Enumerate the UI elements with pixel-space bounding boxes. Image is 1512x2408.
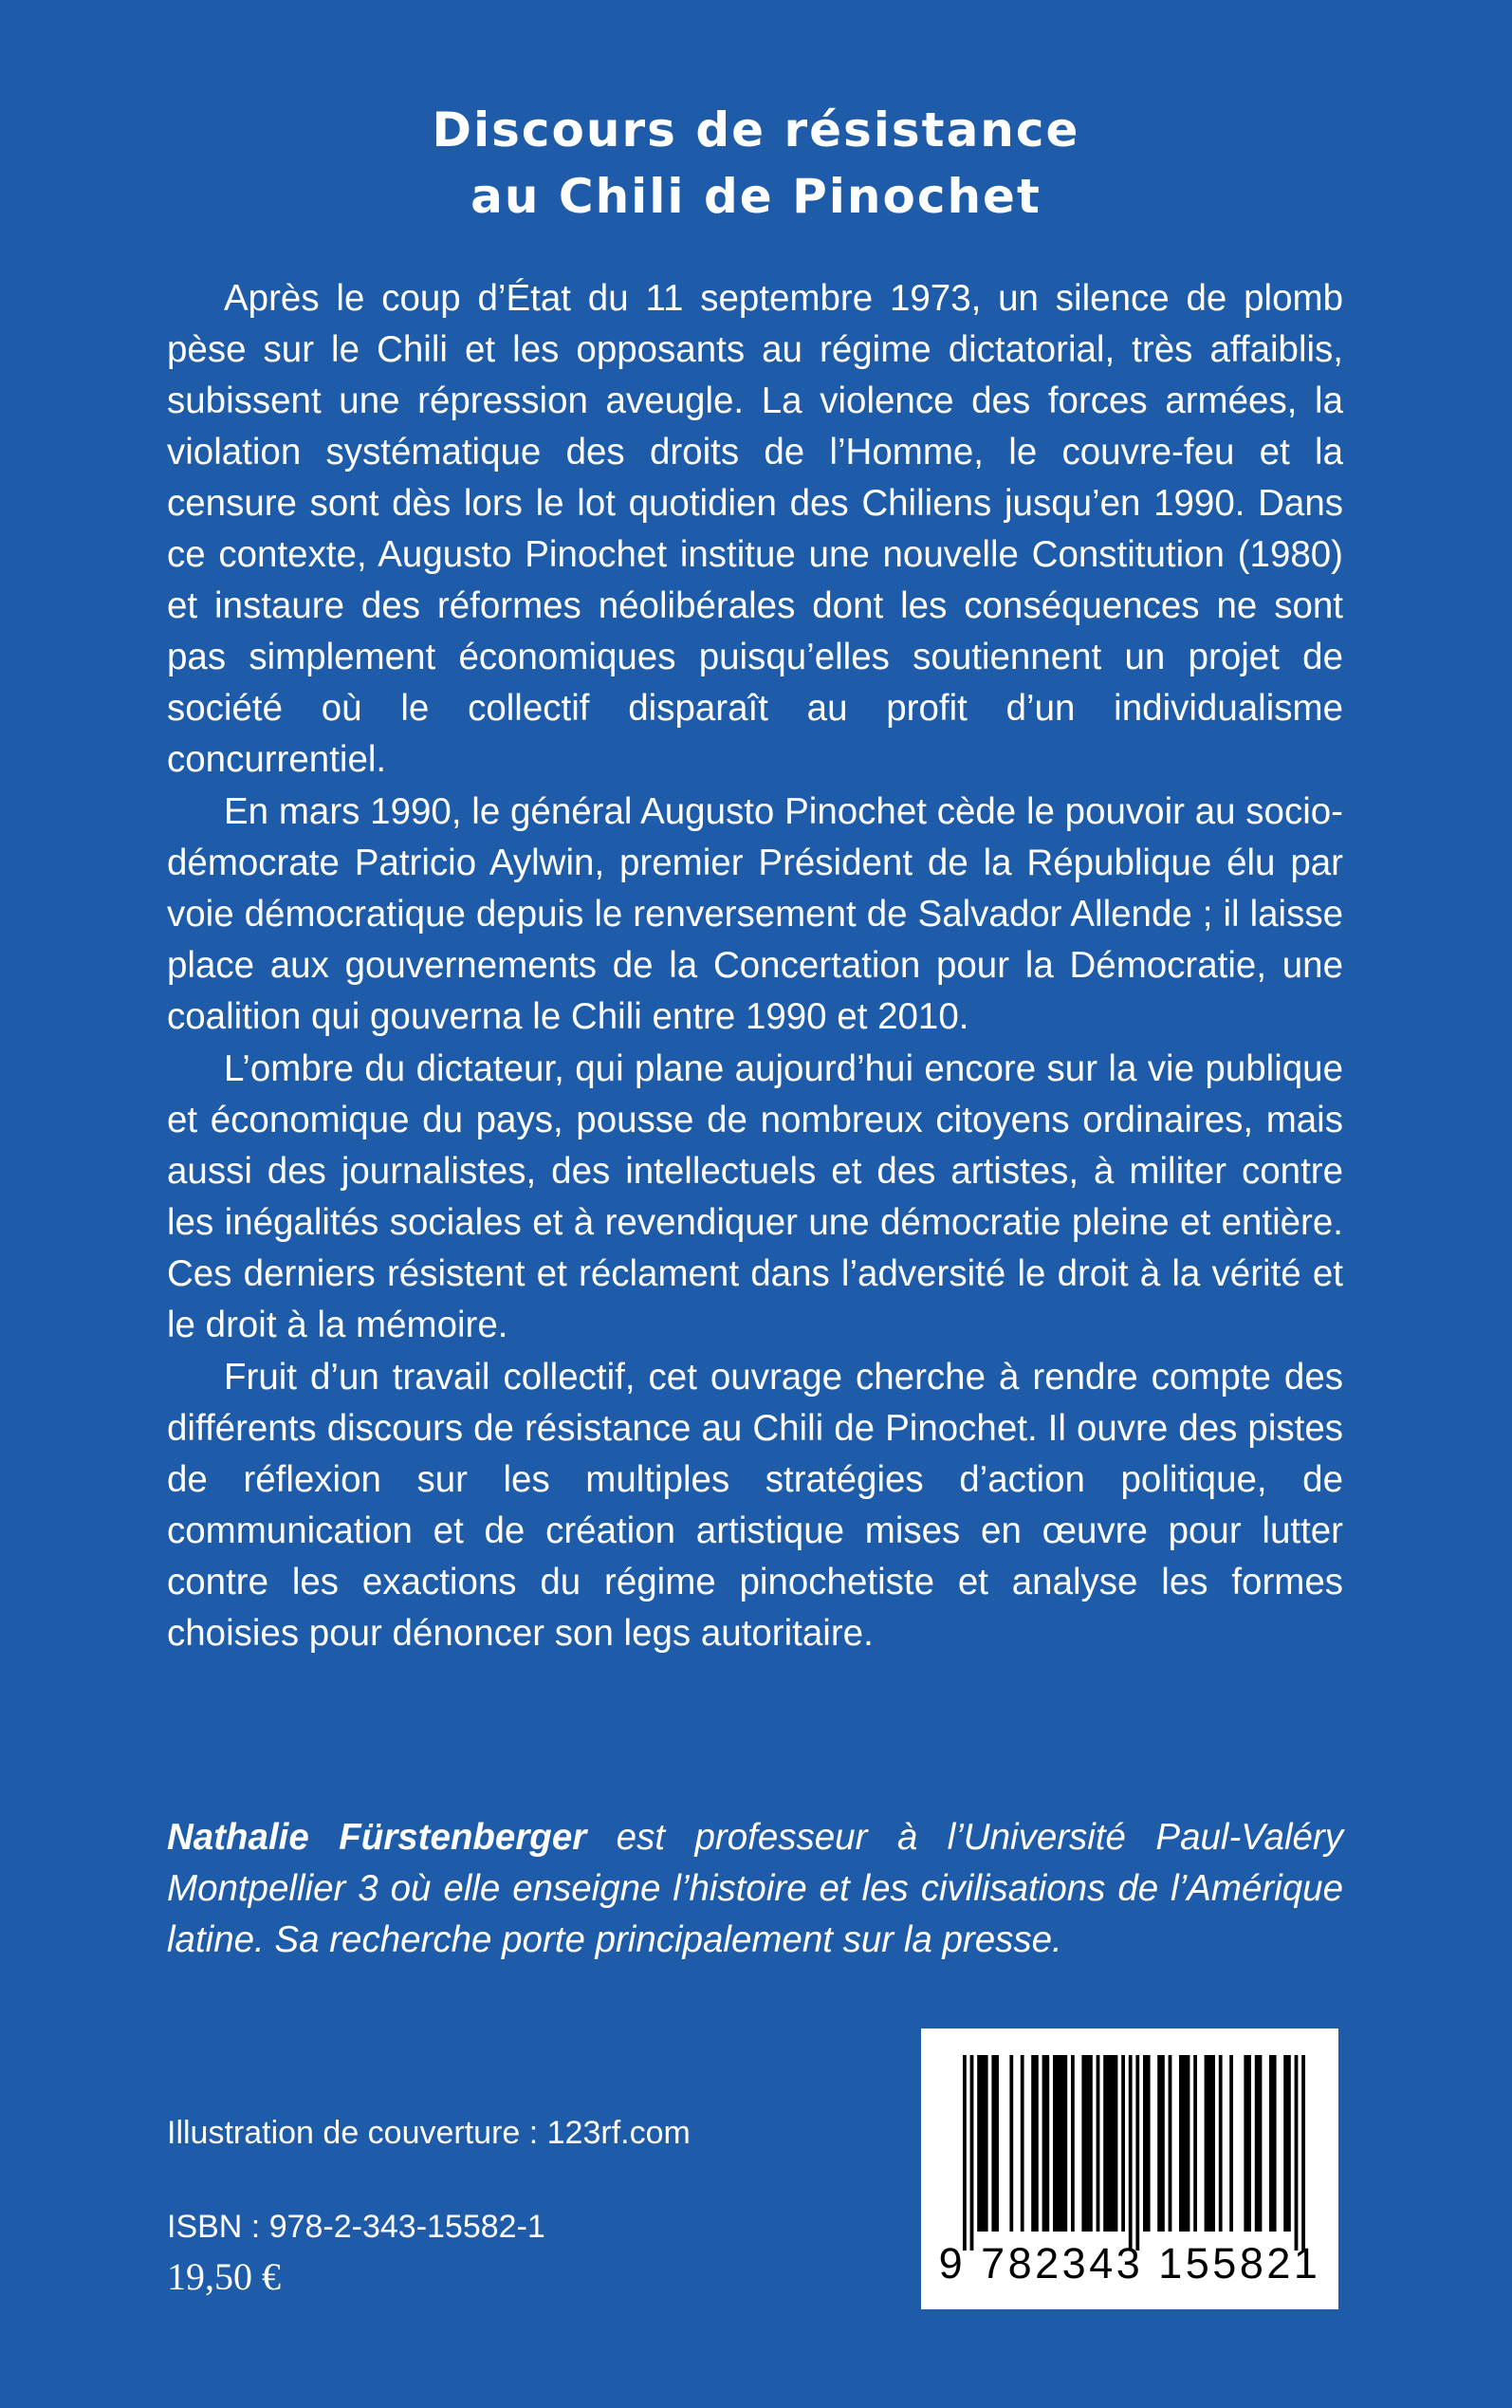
barcode-bar-12	[1103, 2055, 1117, 2232]
barcode-bar-3	[991, 2055, 999, 2232]
barcode-bar-23	[1229, 2055, 1233, 2232]
barcode-bar-19	[1179, 2055, 1189, 2232]
barcode-bar-24	[1244, 2055, 1251, 2232]
barcode-bar-4	[1009, 2055, 1013, 2232]
barcode-bar-26	[1269, 2055, 1277, 2232]
illustration-credit: Illustration de couverture : 123rf.com	[167, 2115, 691, 2151]
barcode-bar-25	[1255, 2055, 1263, 2232]
barcode-bar-2	[977, 2055, 987, 2232]
barcode-bar-18	[1169, 2055, 1172, 2232]
isbn: ISBN : 978-2-343-15582-1	[167, 2209, 545, 2245]
barcode-bar-9	[1071, 2055, 1075, 2232]
barcode-bar-20	[1193, 2055, 1197, 2232]
barcode-bar-22	[1219, 2055, 1223, 2232]
barcode-bar-14	[1129, 2055, 1133, 2251]
barcode-bar-0	[963, 2055, 967, 2251]
barcode-bar-11	[1097, 2055, 1100, 2232]
book-title-line-2: au Chili de Pinochet	[470, 169, 1042, 224]
author-name: Nathalie Fürstenberger	[167, 1817, 587, 1858]
barcode-bar-29	[1301, 2055, 1305, 2251]
book-title-line-1: Discours de résistance	[432, 102, 1080, 157]
barcode-bar-28	[1295, 2055, 1299, 2251]
author-bio	[167, 1812, 1343, 1966]
barcode-bar-5	[1021, 2055, 1024, 2232]
barcode-bar-17	[1157, 2055, 1165, 2232]
barcode-bar-6	[1031, 2055, 1039, 2232]
blurb	[167, 273, 1343, 1660]
barcode-bar-1	[970, 2055, 974, 2251]
barcode-bar-8	[1053, 2055, 1067, 2232]
barcode-bar-10	[1081, 2055, 1092, 2232]
blurb-paragraph-1: Après le coup d’État du 11 septembre 1973, un silence de plomb pèse sur le Chili et les opposants au régime dictatorial, très affaiblis, subissent une répression aveugle. La violence des forces armées, la violation systématique des droits de l’Homme, le couvre-feu et la censure sont dès lors le lot quotidien des Chiliens jusqu’en 1990. Dans ce contexte, Augusto Pinochet institue une nouvelle Constitution (1980) et instaure des réformes néolibérales dont les conséquences ne sont pas simplement économiques puisqu’elles soutiennent un projet de société où le collectif disparaît au profit d’un individualisme concurrentiel.	[167, 278, 1343, 780]
price: 19,50 €	[167, 2255, 281, 2298]
barcode-bar-13	[1121, 2055, 1125, 2232]
blurb-paragraph-2: En mars 1990, le général Augusto Pinochet cède le pouvoir au socio-démocrate Patricio Aylwin, premier Président de la République élu par voie démocratique depuis le renversement de Salvador Allende ; il laisse place aux gouvernements de la Concertation pour la Démocratie, une coalition qui gouverna le Chili entre 1990 et 2010.	[167, 791, 1343, 1037]
barcode-bar-16	[1143, 2055, 1151, 2232]
blurb-paragraph-3: L’ombre du dictateur, qui plane aujourd’hui encore sur la vie publique et économique du pays, pousse de nombreux citoyens ordinaires, mais aussi des journalistes, des intellectuels et des artistes, à militer contre les inégalités sociales et à revendiquer une démocratie pleine et entière. Ces derniers résistent et réclament dans l’adversité le droit à la vérité et le droit à la mémoire.	[167, 1048, 1343, 1345]
author-bio-text: est professeur à l’Université Paul-Valéry Montpellier 3 où elle enseigne l’histoire et les civilisations de l’Amérique latine. Sa recherche porte principalement sur la presse.	[167, 1817, 1343, 1960]
barcode	[921, 2028, 1338, 2309]
blurb-paragraph-4: Fruit d’un travail collectif, cet ouvrage cherche à rendre compte des différents discours de résistance au Chili de Pinochet. Il ouvre des pistes de réflexion sur les multiples stratégies d’action politique, de communication et de création artistique mises en œuvre pour lutter contre les exactions du régime pinochetiste et analyse les formes choisies pour dénoncer son legs autoritaire.	[167, 1357, 1343, 1654]
barcode-digits: 9 782343 155821	[938, 2239, 1321, 2288]
barcode-bar-15	[1135, 2055, 1139, 2251]
barcode-bar-21	[1205, 2055, 1215, 2232]
barcode-bar-27	[1283, 2055, 1291, 2232]
barcode-bar-7	[1042, 2055, 1050, 2232]
book-title	[0, 97, 1512, 230]
